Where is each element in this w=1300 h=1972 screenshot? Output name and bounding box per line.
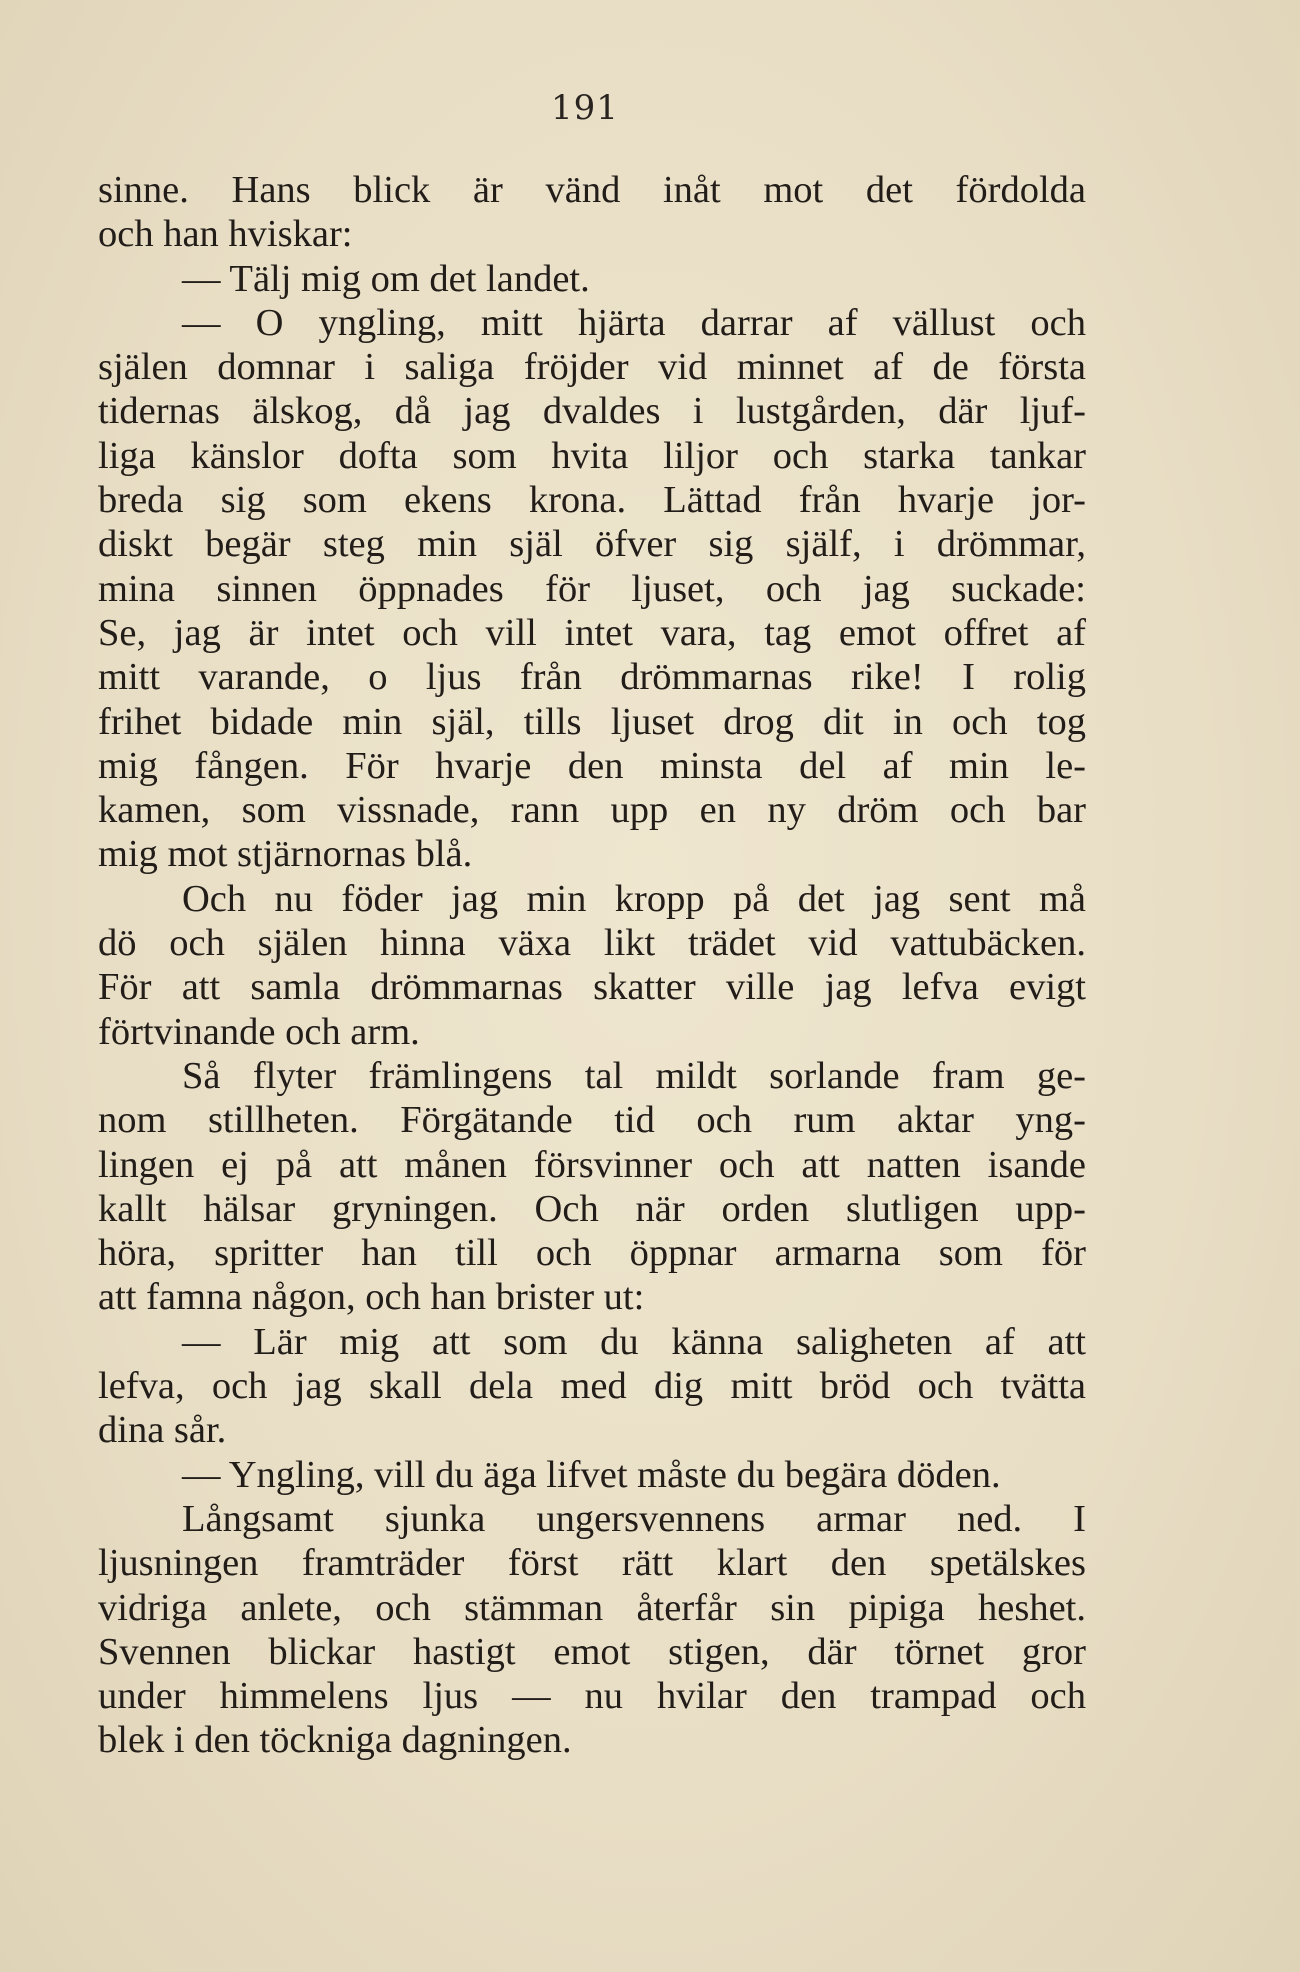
text-line: — Tälj mig om det landet. [182, 257, 590, 300]
text-line: själen domnar i saliga fröjder vid minnet af de första [98, 346, 1086, 389]
text-line: dö och själen hinna växa likt trädet vid vattubäcken. [98, 922, 1086, 965]
text-line: Se, jag är intet och vill intet vara, tag emot offret af [98, 611, 1086, 654]
text-line: blek i den töckniga dagningen. [98, 1719, 572, 1762]
text-line: mig fången. För hvarje den minsta del af min le- [98, 744, 1086, 787]
text-line: — Yngling, vill du äga lifvet måste du begära döden. [182, 1453, 1001, 1496]
text-line: frihet bidade min själ, tills ljuset drog dit in och tog [98, 700, 1086, 743]
text-line: mitt varande, o ljus från drömmarnas rike! I rolig [98, 656, 1086, 699]
text-line: ljusningen framträder först rätt klart den spetälskes [98, 1542, 1086, 1585]
text-line: — Lär mig att som du känna saligheten af att [182, 1320, 1086, 1363]
text-line: För att samla drömmarnas skatter ville jag lefva evigt [98, 966, 1086, 1009]
text-line: mig mot stjärnornas blå. [98, 833, 473, 876]
text-line: tidernas älskog, då jag dvaldes i lustgården, där ljuf- [98, 390, 1086, 433]
text-line: sinne. Hans blick är vänd inåt mot det fördolda [98, 169, 1086, 211]
text-line: kallt hälsar gryningen. Och när orden slutligen upp- [98, 1187, 1086, 1230]
text-line: förtvinande och arm. [98, 1010, 420, 1053]
text-line: breda sig som ekens krona. Lättad från hvarje jor- [98, 479, 1086, 522]
text-line: Långsamt sjunka ungersvennens armar ned. I [182, 1497, 1086, 1540]
text-line: Svennen blickar hastigt emot stigen, där törnet gror [98, 1630, 1086, 1673]
text-line: Så flyter främlingens tal mildt sorlande fram ge- [182, 1054, 1086, 1097]
text-line: lefva, och jag skall dela med dig mitt bröd och tvätta [98, 1365, 1086, 1408]
text-line: att famna någon, och han brister ut: [98, 1276, 645, 1319]
text-line: mina sinnen öppnades för ljuset, och jag suckade: [98, 567, 1086, 610]
body-text [98, 168, 1086, 1763]
text-line: liga känslor dofta som hvita liljor och starka tankar [98, 434, 1086, 477]
text-line: under himmelens ljus — nu hvilar den trampad och [98, 1675, 1086, 1718]
text-line: nom stillheten. Förgätande tid och rum aktar yng- [98, 1099, 1086, 1142]
text-line: — O yngling, mitt hjärta darrar af vällust och [182, 301, 1086, 344]
text-line: diskt begär steg min själ öfver sig själf, i drömmar, [98, 523, 1086, 566]
text-line: dina sår. [98, 1409, 227, 1452]
page-number: 191 [551, 88, 619, 128]
text-line: vidriga anlete, och stämman återfår sin pipiga heshet. [98, 1586, 1086, 1629]
text-line: lingen ej på att månen försvinner och att natten isande [98, 1143, 1086, 1186]
text-line: höra, spritter han till och öppnar armarna som för [98, 1232, 1086, 1275]
text-line: och han hviskar: [98, 213, 353, 256]
text-line: Och nu föder jag min kropp på det jag sent må [182, 877, 1086, 920]
text-line: kamen, som vissnade, rann upp en ny dröm och bar [98, 789, 1086, 832]
